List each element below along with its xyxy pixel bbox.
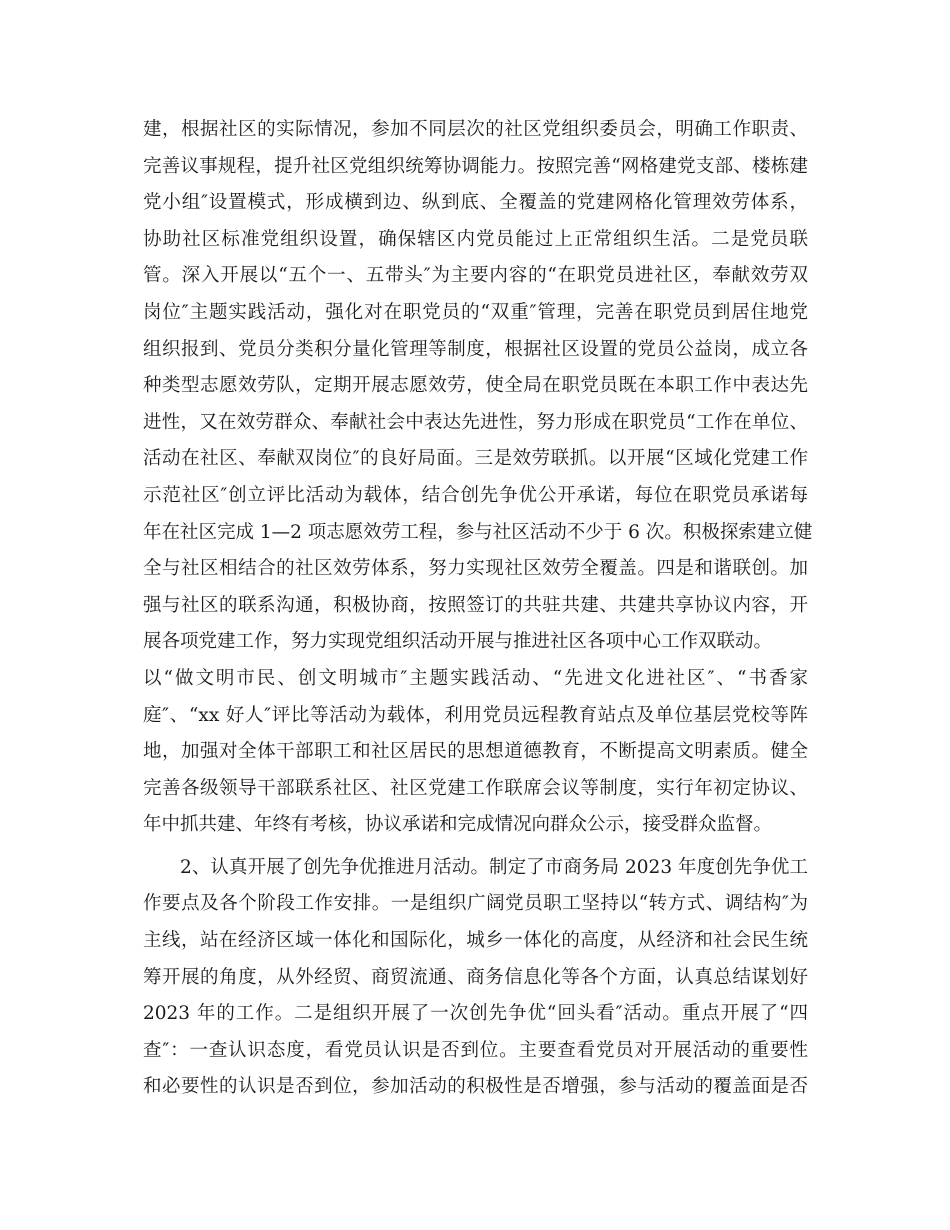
text-line: 年在社区完成 1—2 项志愿效劳工程，参与社区活动不少于 6 次。积极探索建立健 [143,521,813,543]
text-line: 2023 年的工作。二是组织开展了一次创先争优“回头看″活动。重点开展了“四 [143,1003,808,1025]
text-line: 完善议事规程，提升社区党组织统筹协调能力。按照完善“网格建党支部、楼栋建 [143,155,808,177]
text-line: 以“做文明市民、创文明城市″主题实践活动、“先进文化进社区″、“书香家 [143,667,808,689]
text-line: 查″：一查认识态度，看党员认识是否到位。主要查看党员对开展活动的重要性 [143,1039,808,1061]
document-body [143,112,813,1106]
text-line: 庭″、“xx 好人″评比等活动为载体，利用党员远程教育站点及单位基层党校等阵 [143,704,808,726]
text-line: 2、认真开展了创先争优推进月活动。制定了市商务局 2023 年度创先争优工 [180,856,808,878]
paragraph-1 [143,112,813,844]
text-line: 岗位″主题实践活动，强化对在职党员的“双重″管理，完善在职党员到居住地党 [143,301,808,323]
text-line: 活动在社区、奉献双岗位″的良好局面。三是效劳联抓。以开展“区域化党建工作 [143,448,808,470]
text-line: 地，加强对全体干部职工和社区居民的思想道德教育，不断提高文明素质。健全 [143,741,808,763]
text-line: 示范社区″创立评比活动为载体，结合创先争优公开承诺，每位在职党员承诺每 [143,484,808,506]
text-line: 筹开展的角度，从外经贸、商贸流通、商务信息化等各个方面，认真总结谋划好 [143,966,808,988]
text-line: 组织报到、党员分类积分量化管理等制度，根据社区设置的党员公益岗，成立各 [143,338,808,360]
paragraph-2 [143,850,808,1106]
text-line: 主线，站在经济区域一体化和国际化，城乡一体化的高度，从经济和社会民生统 [143,930,808,952]
text-line: 作要点及各个阶段工作安排。一是组织广阔党员职工坚持以“转方式、调结构″为 [143,893,808,915]
text-line: 和必要性的认识是否到位，参加活动的积极性是否增强，参与活动的覆盖面是否 [143,1076,808,1098]
text-line: 全与社区相结合的社区效劳体系，努力实现社区效劳全覆盖。四是和谐联创。加 [143,558,808,580]
text-line: 完善各级领导干部联系社区、社区党建工作联席会议等制度，实行年初定协议、 [143,777,808,799]
text-line: 建，根据社区的实际情况，参加不同层次的社区党组织委员会，明确工作职责、 [143,119,808,140]
text-line: 管。深入开展以“五个一、五带头″为主要内容的“在职党员进社区，奉献效劳双 [143,265,808,287]
text-line: 党小组″设置模式，形成横到边、纵到底、全覆盖的党建网格化管理效劳体系， [143,192,808,214]
text-line: 进性，又在效劳群众、奉献社会中表达先进性，努力形成在职党员“工作在单位、 [143,411,808,433]
text-line: 协助社区标准党组织设置，确保辖区内党员能过上正常组织生活。二是党员联 [143,228,808,250]
text-line: 年中抓共建、年终有考核，协议承诺和完成情况向群众公示，接受群众监督。 [143,814,773,836]
text-line: 种类型志愿效劳队，定期开展志愿效劳，使全局在职党员既在本职工作中表达先 [143,375,808,397]
text-line: 展各项党建工作，努力实现党组织活动开展与推进社区各项中心工作双联动。 [143,631,773,653]
text-line: 强与社区的联系沟通，积极协商，按照签订的共驻共建、共建共享协议内容，开 [143,594,808,616]
